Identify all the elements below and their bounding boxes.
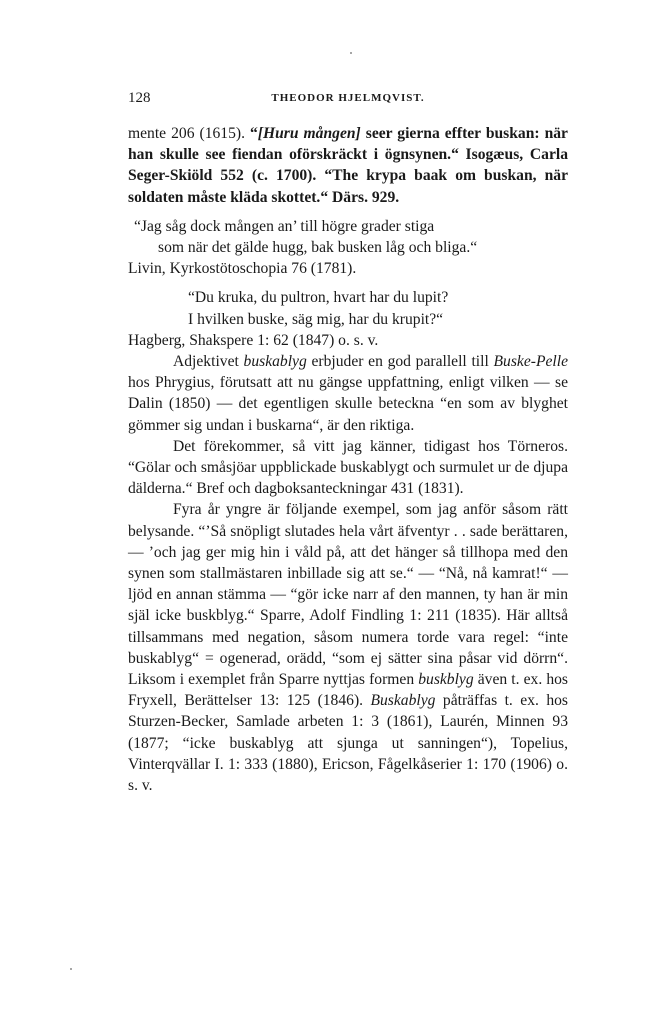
italic-quote: [Huru mången] xyxy=(257,125,361,142)
verse-line: “Jag såg dock mången an’ till högre grader stiga xyxy=(134,217,435,235)
paragraph-4 xyxy=(128,499,568,796)
paragraph-3: Det förekommer, så vitt jag känner, tidigast hos Törneros. “Gölar och småsjöar uppblickade buskablygt och surmulet ur de djupa dälderna.“ Bref och dagboksanteckningar 431 (1831). xyxy=(128,437,568,498)
citation: Hagberg, Shakspere 1: 62 (1847) o. s. v. xyxy=(128,331,379,349)
text-run: Fyra år yngre är följande exempel, som jag anför såsom rätt belysande. “’Så snöpligt slutades hela vårt äfventyr . . sade berättaren, — ’och jag ger mig hin i våld på, att det hänger så tillhopa med den synen som stallmästaren inbillade sig att se.“ — “Nå, nå kamrat!“ — ljöd en annan stämma — “gör icke narr af den mannen, ty han är min själ icke buskblyg.“ Sparre, Adolf Findling 1: 211 (1835). Här alltså tillsammans med negation, såsom numera torde vara regel: “inte buskablyg“ = ogenerad, orädd, “som ej sätter sina påsar vid dörrn“. Liksom i exemplet från Sparre nyttjas formen xyxy=(128,501,568,689)
paragraph-2 xyxy=(128,351,568,436)
verse-quote-2 xyxy=(128,287,568,329)
page-number: 128 xyxy=(128,90,151,106)
text-run: seer gierna effter buskan: när han skulle see fiendan oförskräckt i ögnsynen.“ Isogæus, Carla Seger-Skiöld 552 (c. 1700). “The krypa baak om buskan, när soldaten måste kläda skottet.“ Därs. 929. xyxy=(128,125,568,206)
text-run: mente 206 (1615). xyxy=(128,125,250,142)
text-run: “ xyxy=(250,125,258,142)
text-run: även t. ex. hos Fryxell, Berättelser 13: 125 (1846). xyxy=(128,671,568,710)
paragraph-1 xyxy=(128,123,568,208)
text-run: påträffas t. ex. hos Sturzen-Becker, Samlade arbeten 1: 3 (1861), Laurén, Minnen 93 (1877; “icke buskablyg att sjunga ut sanningen“), Topelius, Vinterqvällar I. 1: 333 (1880), Ericson, Fågelkåserier 1: 170 (1906) o. s. v. xyxy=(128,692,568,795)
verse-line: som när det gälde hugg, bak busken låg och bliga.“ xyxy=(158,239,478,257)
text-run: erbjuder en god parallell till xyxy=(306,353,494,371)
body-text xyxy=(128,123,568,796)
italic-term: Buske-Pelle xyxy=(493,353,568,371)
italic-term: buskablyg xyxy=(243,353,307,371)
running-title: THEODOR HJELMQVIST. xyxy=(271,92,425,104)
scan-speck xyxy=(70,968,72,970)
verse-line: I hvilken buske, säg mig, har du krupit?“ xyxy=(188,310,444,328)
italic-term: Buskablyg xyxy=(370,692,436,710)
verse-line: “Du kruka, du pultron, hvart har du lupit? xyxy=(188,289,449,307)
text-run: Adjektivet xyxy=(173,353,244,371)
text-run: hos Phrygius, förutsatt att nu gängse uppfattning, enligt vilken — se Dalin (1850) — det egentligen skulle beteckna “en som av blyghet gömmer sig undan i buskarna“, är den riktiga. xyxy=(128,374,568,434)
verse-quote-1 xyxy=(128,216,568,258)
page-header xyxy=(128,90,568,110)
scan-speck xyxy=(350,52,352,54)
italic-term: buskblyg xyxy=(418,671,474,689)
citation: Livin, Kyrkostötoschopia 76 (1781). xyxy=(128,260,357,278)
